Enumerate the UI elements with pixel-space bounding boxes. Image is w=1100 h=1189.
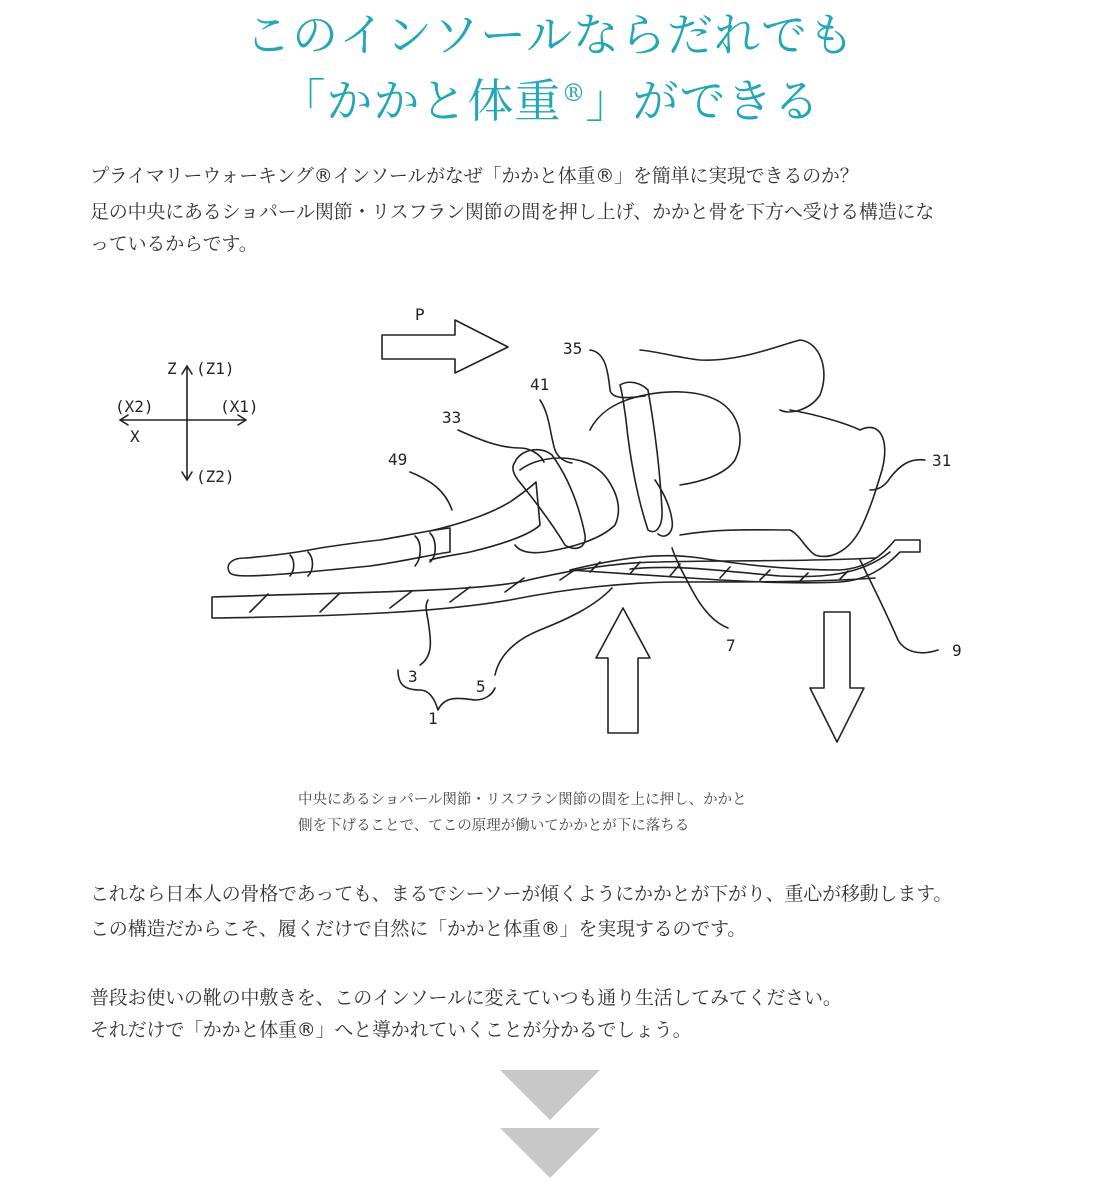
label-33: 33 — [442, 408, 462, 427]
paragraph-3-line-1: 普段お使いの靴の中敷きを、このインソールに変えていつも通り生活してみてください。 — [90, 987, 842, 1009]
paragraph-2-line-2: この構造だからこそ、履くだけで自然に「かかと体重®」を実現するのです。 — [90, 918, 747, 940]
talus-outline — [590, 392, 740, 485]
diagram-caption — [298, 787, 858, 839]
drop-down-arrow-icon — [810, 612, 864, 742]
calcaneus-outline — [680, 410, 885, 556]
toe-bones-outline — [228, 528, 450, 576]
headline-line-2 — [0, 64, 1100, 130]
label-x: X — [130, 427, 140, 446]
intro-line-3: っているからです。 — [90, 233, 258, 255]
p-direction-arrow-icon — [382, 320, 508, 373]
label-1: 1 — [428, 709, 438, 728]
leader-5 — [495, 588, 612, 675]
intro-line-2: 足の中央にあるショパール関節・リスフラン関節の間を押し上げ、かかと骨を下方へ受ける構造にな — [90, 201, 935, 223]
label-35: 35 — [563, 339, 583, 358]
label-z1: (Z1) — [196, 359, 235, 378]
paragraph-3-line-2: それだけで「かかと体重®」へと導かれていくことが分かるでしょう。 — [90, 1019, 692, 1041]
midfoot-bones-outline — [515, 458, 619, 553]
leader-31 — [870, 460, 925, 490]
leader-33 — [458, 430, 544, 462]
label-9: 9 — [952, 641, 962, 660]
label-x2: (X2) — [115, 397, 154, 416]
metatarsal-outline — [430, 482, 540, 560]
label-7: 7 — [726, 636, 736, 655]
registered-mark: ® — [561, 79, 586, 107]
insole-foot-diagram — [100, 290, 980, 750]
label-x1: (X1) — [220, 397, 259, 416]
headline-line-2-start: 「かかと体重 — [279, 74, 562, 128]
chevron-down-icon-2 — [500, 1128, 600, 1180]
chevron-down-icon — [500, 1070, 600, 1122]
leader-49 — [410, 472, 452, 510]
label-3: 3 — [408, 667, 418, 686]
insole-hatching-upper — [590, 562, 848, 581]
diagram-labels — [115, 305, 962, 728]
label-31: 31 — [932, 451, 952, 470]
leader-7 — [672, 548, 728, 628]
toe-joints — [290, 533, 435, 576]
navicular-outline — [620, 382, 662, 531]
label-z2: (Z2) — [196, 467, 235, 486]
leader-35 — [590, 350, 645, 398]
joint-line — [655, 480, 672, 536]
paragraph-2-line-1: これなら日本人の骨格であっても、まるでシーソーが傾くようにかかとが下がり、重心が移動します。 — [90, 883, 953, 905]
caption-line-2: 側を下げることで、てこの原理が働いてかかとが下に落ちる — [298, 818, 690, 834]
push-up-arrow-icon — [596, 608, 650, 733]
label-49: 49 — [388, 450, 408, 469]
headline-line-1: このインソールならだれでも — [244, 8, 856, 62]
label-5: 5 — [476, 677, 486, 696]
tibia-outline — [640, 340, 824, 412]
label-p: P — [415, 305, 425, 324]
leader-41 — [540, 400, 572, 463]
headline-line-2-end: 」ができる — [585, 74, 821, 128]
cuneiform-outline — [513, 450, 585, 549]
label-z: Z — [167, 359, 177, 378]
label-41: 41 — [530, 375, 550, 394]
caption-line-1: 中央にあるショパール関節・リスフラン関節の間を上に押し、かかと — [298, 792, 747, 808]
intro-line-1: プライマリーウォーキング®インソールがなぜ「かかと体重®」を簡単に実現できるのか？ — [90, 165, 859, 187]
